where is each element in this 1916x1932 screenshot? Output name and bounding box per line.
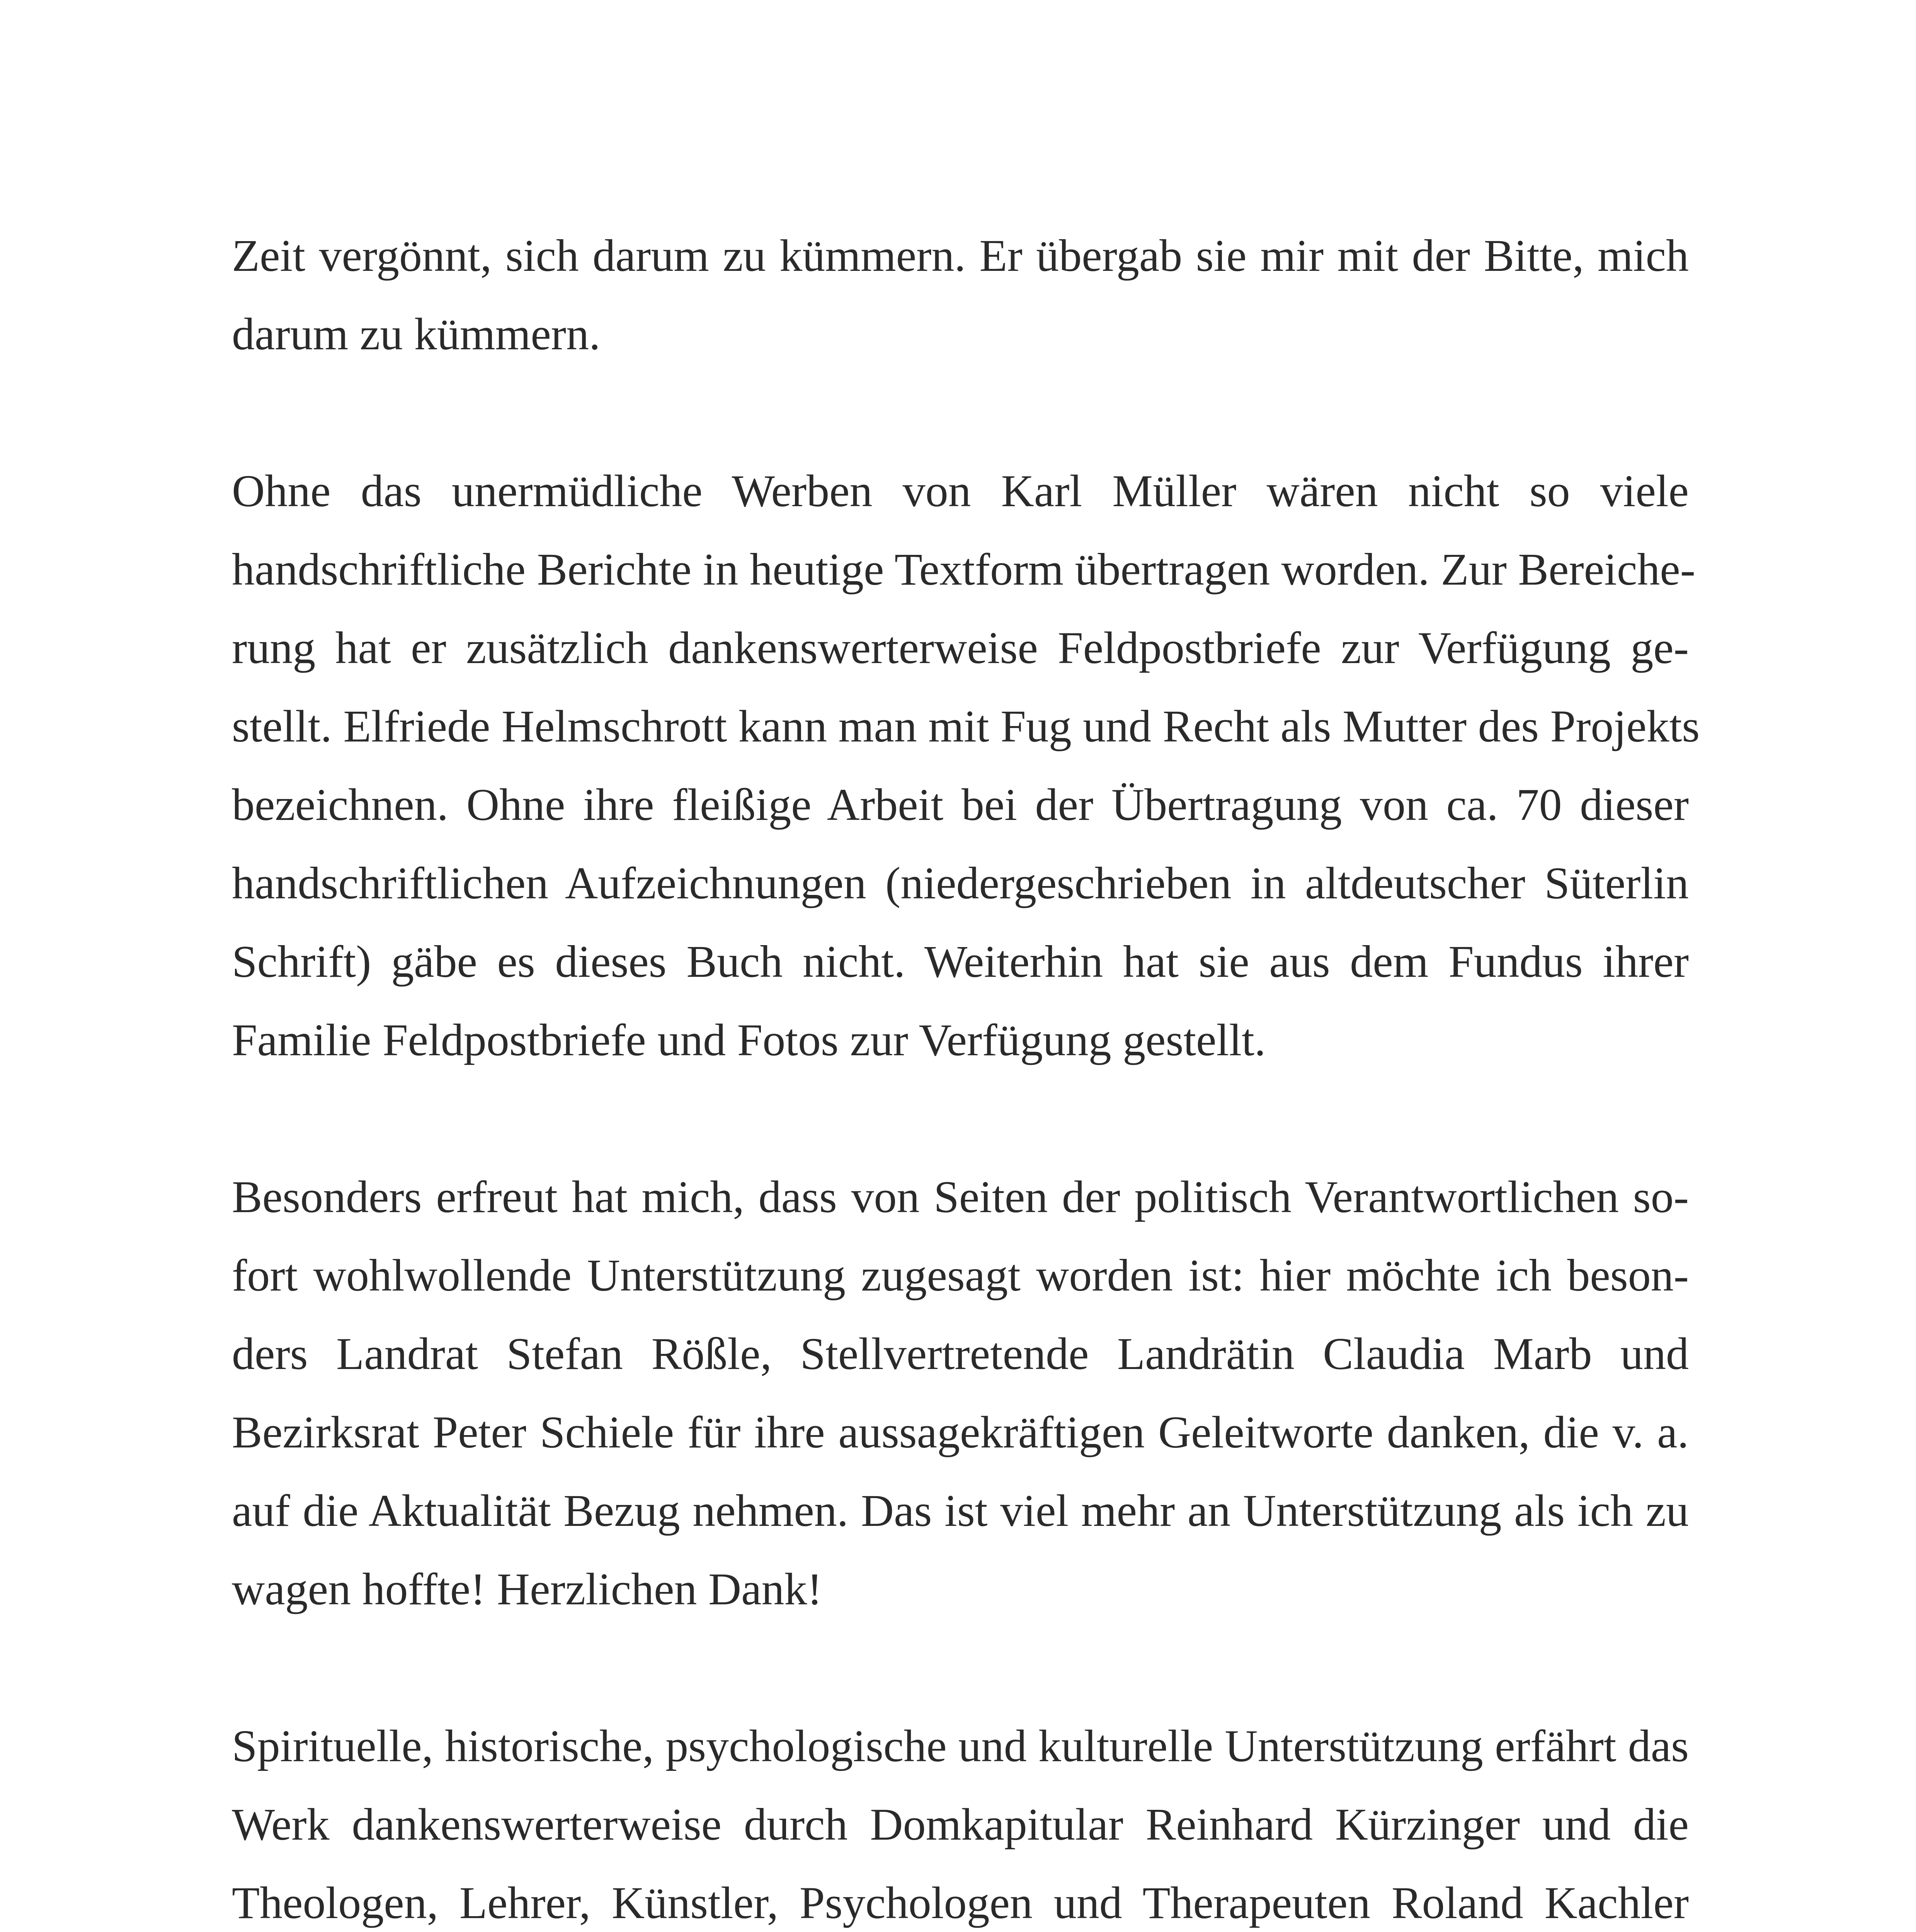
body-text [232,216,1700,1932]
text-line: darum zu kümmern. [232,309,601,359]
text-line: rung hat er zusätzlich dankenswerterweise Feldpostbriefe zur Verfügung ge- [232,622,1689,673]
text-line: Familie Feldpostbriefe und Fotos zur Verfügung gestellt. [232,1015,1266,1065]
text-line: bezeichnen. Ohne ihre fleißige Arbeit bei der Übertragung von ca. 70 dieser [232,779,1689,830]
text-line: Werk dankenswerterweise durch Domkapitular Reinhard Kürzinger und die [232,1799,1689,1850]
text-line: handschriftlichen Aufzeichnungen (niedergeschrieben in altdeutscher Süterlin [232,858,1689,908]
text-line: stellt. Elfriede Helmschrott kann man mit Fug und Recht als Mutter des Projekts [232,701,1700,752]
text-line: fort wohlwollende Unterstützung zugesagt worden ist: hier möchte ich beson- [232,1250,1689,1301]
paragraph-2 [232,452,1700,1079]
text-line: Schrift) gäbe es dieses Buch nicht. Weiterhin hat sie aus dem Fundus ihrer [232,936,1689,987]
text-line: handschriftliche Berichte in heutige Textform übertragen worden. Zur Bereiche- [232,544,1696,595]
text-line: Zeit vergönnt, sich darum zu kümmern. Er übergab sie mir mit der Bitte, mich [232,230,1689,281]
text-line: ders Landrat Stefan Rößle, Stellvertretende Landrätin Claudia Marb und [232,1328,1689,1379]
text-line: Besonders erfreut hat mich, dass von Seiten der politisch Verantwortlichen so- [232,1172,1689,1222]
paragraph-4 [232,1707,1689,1932]
paragraph-3 [232,1158,1689,1628]
paragraph-1 [232,216,1689,373]
text-line: Spirituelle, historische, psychologische und kulturelle Unterstützung erfährt das [232,1721,1689,1771]
text-line: Theologen, Lehrer, Künstler, Psychologen und Therapeuten Roland Kachler [232,1878,1689,1928]
text-line: Bezirksrat Peter Schiele für ihre aussagekräftigen Geleitworte danken, die v. a. [232,1407,1689,1458]
text-line: wagen hoffte! Herzlichen Dank! [232,1564,822,1614]
text-line: auf die Aktualität Bezug nehmen. Das ist viel mehr an Unterstützung als ich zu [232,1485,1689,1536]
text-line: Ohne das unermüdliche Werben von Karl Müller wären nicht so viele [232,466,1689,516]
